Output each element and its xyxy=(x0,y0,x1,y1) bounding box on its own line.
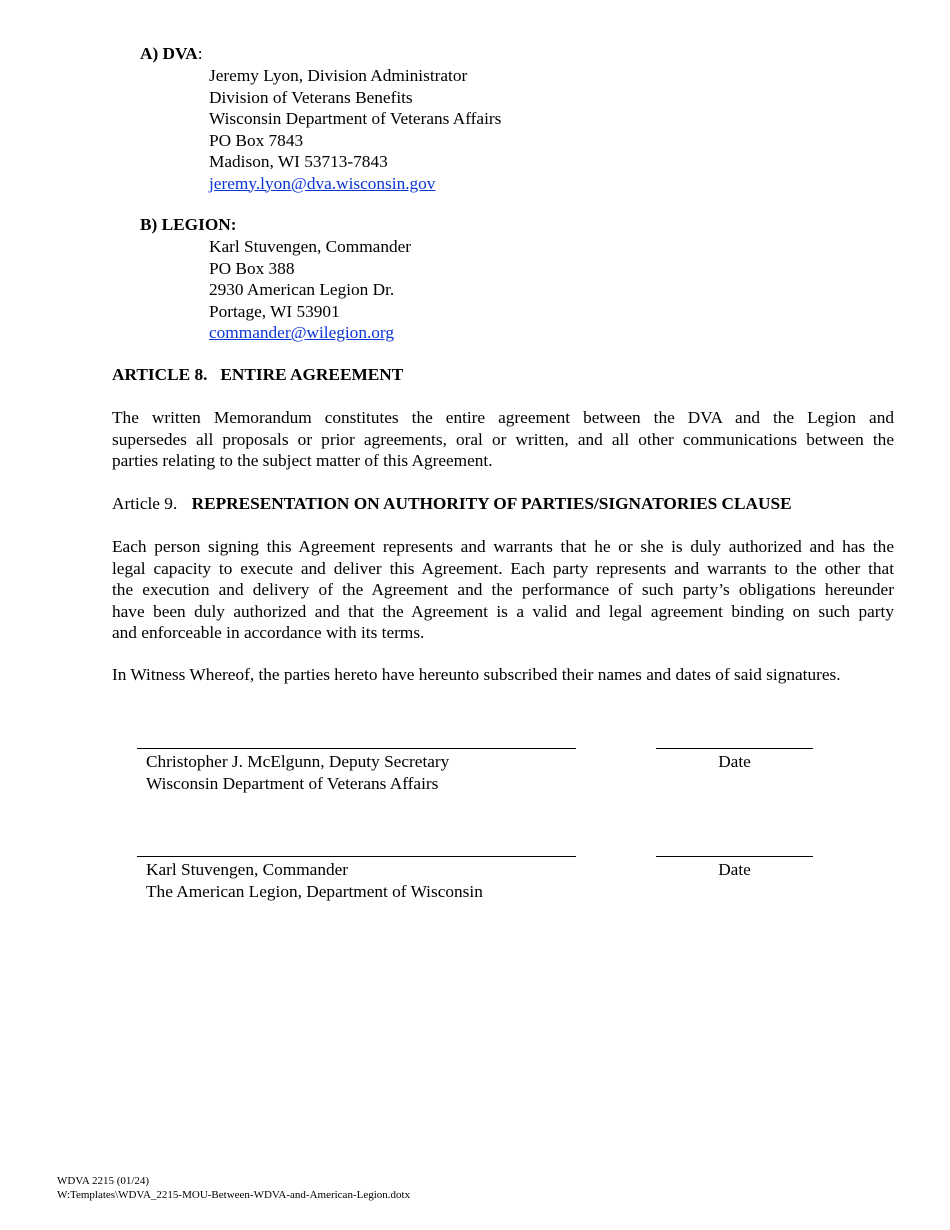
dva-department: Wisconsin Department of Veterans Affairs xyxy=(209,109,502,128)
dva-contact-name: Jeremy Lyon, Division Administrator xyxy=(209,66,468,85)
article9-line: Each person signing this Agreement represents and warrants that he or she is duly authorized and has the xyxy=(112,537,894,556)
legion-city-state-zip: Portage, WI 53901 xyxy=(209,301,340,321)
legion-contact-name: Karl Stuvengen, Commander xyxy=(209,237,412,256)
article8-heading: ARTICLE 8. ENTIRE AGREEMENT xyxy=(112,365,404,384)
dva-division: Division of Veterans Benefits xyxy=(209,87,413,107)
witness-statement: In Witness Whereof, the parties hereto have hereunto subscribed their names and dates of said signatures. xyxy=(112,665,841,684)
article9-line: legal capacity to execute and deliver this Agreement. Each party represents and warrants to the other that xyxy=(112,558,894,578)
article9-heading-row xyxy=(112,493,792,515)
dva-contact-heading xyxy=(140,43,203,65)
legion-address-block xyxy=(209,236,411,344)
dva-po-box: PO Box 7843 xyxy=(209,130,304,150)
dva-label: A) DVA xyxy=(140,44,198,63)
legion-label: B) LEGION: xyxy=(140,215,237,234)
article8-line: supersedes all proposals or prior agreements, oral or written, and all other communications between the xyxy=(112,429,894,449)
date-line-legion xyxy=(656,856,813,857)
article8-line: The written Memorandum constitutes the entire agreement between the DVA and the Legion and xyxy=(112,408,894,427)
signature-line-legion xyxy=(137,856,576,857)
article9-line: have been duly authorized and that the Agreement is a valid and legal agreement binding on such party xyxy=(112,601,894,621)
article8-line: parties relating to the subject matter of this Agreement. xyxy=(112,451,493,470)
dva-city-state-zip: Madison, WI 53713-7843 xyxy=(209,152,388,171)
article9-heading: REPRESENTATION ON AUTHORITY OF PARTIES/SIGNATORIES CLAUSE xyxy=(191,494,792,513)
date-label-legion: Date xyxy=(718,860,751,879)
signature-block-legion xyxy=(146,859,483,902)
legion-po-box: PO Box 388 xyxy=(209,258,295,278)
article8-paragraph xyxy=(112,407,894,472)
article9-line: and enforceable in accordance with its terms. xyxy=(112,623,425,642)
signer-name-legion: Karl Stuvengen, Commander xyxy=(146,860,349,879)
date-label-dva: Date xyxy=(718,752,751,771)
date-line-dva xyxy=(656,748,813,749)
dva-address-block xyxy=(209,65,501,194)
signature-line-dva xyxy=(137,748,576,749)
dva-email-link[interactable]: jeremy.lyon@dva.wisconsin.gov xyxy=(209,173,436,193)
article9-prefix: Article 9. xyxy=(112,494,178,513)
dva-colon: : xyxy=(197,44,203,63)
article9-paragraph xyxy=(112,536,894,644)
legion-street: 2930 American Legion Dr. xyxy=(209,280,395,299)
signer-name-dva: Christopher J. McElgunn, Deputy Secretary xyxy=(146,752,450,771)
signer-org-legion: The American Legion, Department of Wisconsin xyxy=(146,881,483,901)
signer-org-dva: Wisconsin Department of Veterans Affairs xyxy=(146,773,439,793)
footer-form-id: WDVA 2215 (01/24) xyxy=(57,1175,150,1187)
legion-email-link[interactable]: commander@wilegion.org xyxy=(209,323,395,342)
article9-line: the execution and delivery of the Agreement and the performance of such party’s obligations hereunder xyxy=(112,580,894,599)
signature-block-dva xyxy=(146,751,449,794)
footer-template-path: W:Templates\WDVA_2215-MOU-Between-WDVA-and-American-Legion.dotx xyxy=(57,1189,411,1201)
